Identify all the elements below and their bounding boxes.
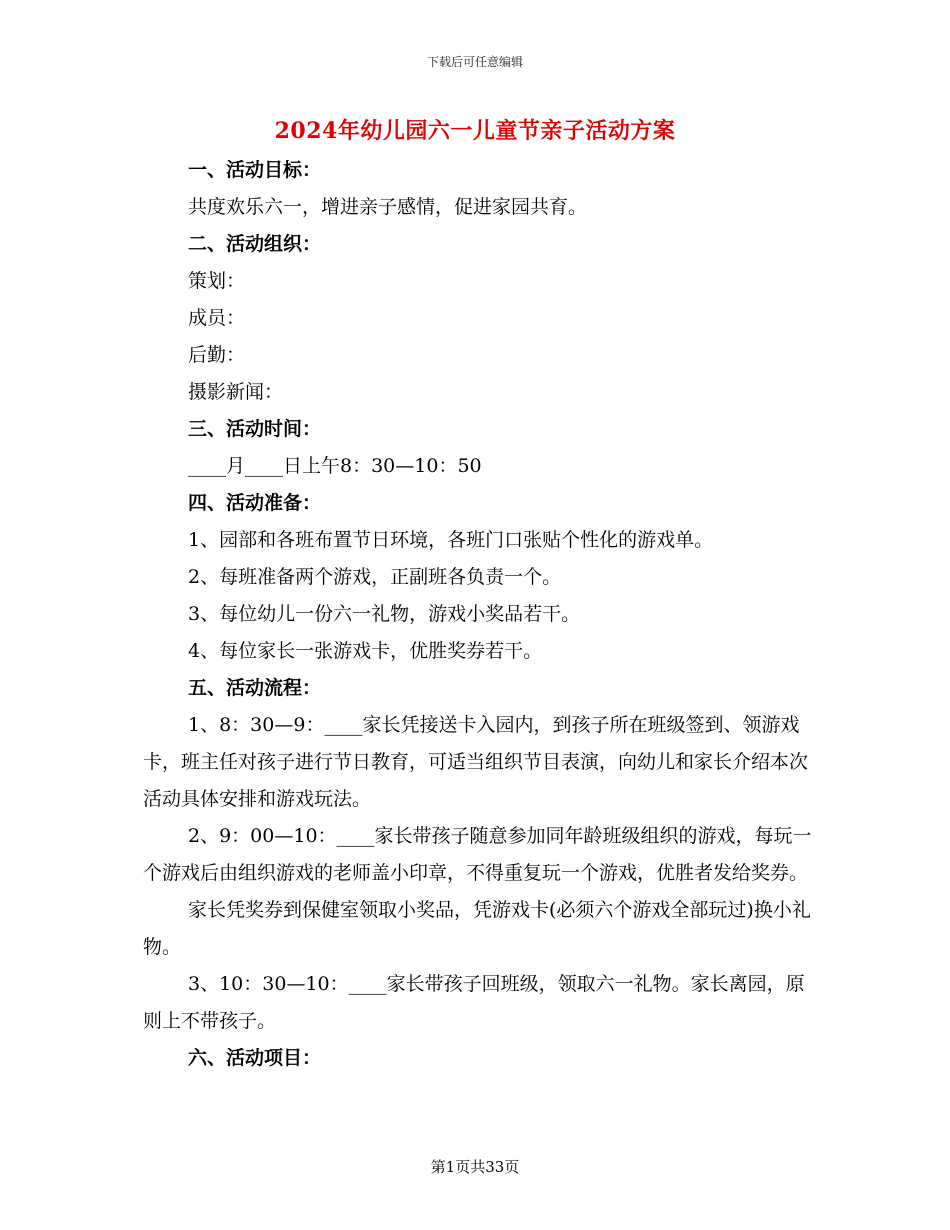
page-footer: 第1页共33页 xyxy=(430,1158,520,1176)
org-item-logistics: 后勤： xyxy=(188,344,246,366)
time-text: ____月____日上午8：30—10：50 xyxy=(188,455,482,477)
document-body xyxy=(143,152,813,1077)
prep-item: 1、园部和各班布置节日环境，各班门口张贴个性化的游戏单。 xyxy=(188,529,714,551)
section-heading-organization: 二、活动组织： xyxy=(188,233,322,255)
section-heading-time: 三、活动时间： xyxy=(188,418,322,440)
process-paragraph: 家长凭奖券到保健室领取小奖品，凭游戏卡(必须六个游戏全部玩过)换小礼物。 xyxy=(143,899,811,958)
section-heading-projects: 六、活动项目： xyxy=(188,1047,322,1069)
prep-item: 2、每班准备两个游戏，正副班各负责一个。 xyxy=(188,566,562,588)
org-item-members: 成员： xyxy=(188,307,246,329)
document-title: 2024年幼儿园六一儿童节亲子活动方案 xyxy=(274,118,676,144)
org-item-planning: 策划： xyxy=(188,270,246,292)
goals-text: 共度欢乐六一，增进亲子感情，促进家园共育。 xyxy=(188,196,588,218)
org-item-photo-news: 摄影新闻： xyxy=(188,381,284,403)
header-note: 下载后可任意编辑 xyxy=(426,55,523,69)
process-paragraph: 3、10：30—10：____家长带孩子回班级，领取六一礼物。家长离园，原则上不带孩子。 xyxy=(143,973,805,1032)
section-heading-goals: 一、活动目标： xyxy=(188,159,322,181)
section-heading-process: 五、活动流程： xyxy=(188,677,322,699)
prep-item: 3、每位幼儿一份六一礼物，游戏小奖品若干。 xyxy=(188,603,581,625)
prep-item: 4、每位家长一张游戏卡，优胜奖券若干。 xyxy=(188,640,543,662)
process-paragraph: 1、8：30—9：____家长凭接送卡入园内，到孩子所在班级签到、领游戏卡，班主任对孩子进行节日教育，可适当组织节目表演，向幼儿和家长介绍本次活动具体安排和游戏玩法。 xyxy=(143,714,809,810)
section-heading-preparation: 四、活动准备： xyxy=(188,492,322,514)
process-paragraph: 2、9：00—10：____家长带孩子随意参加同年龄班级组织的游戏，每玩一个游戏后由组织游戏的老师盖小印章，不得重复玩一个游戏，优胜者发给奖券。 xyxy=(143,825,812,884)
